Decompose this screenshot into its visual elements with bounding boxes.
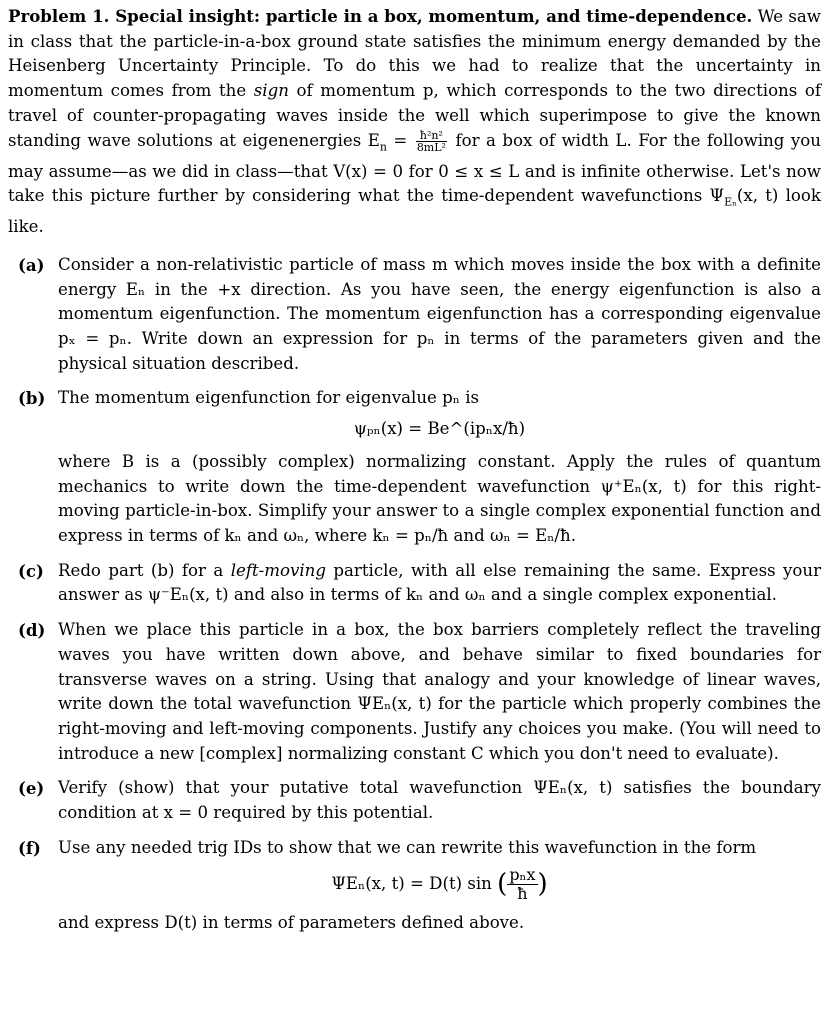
part-f-label: (f)	[18, 837, 41, 858]
intro-sign-emphasis: sign	[253, 81, 289, 101]
part-c-emphasis: left-moving	[230, 560, 326, 580]
wavefunction-sine-equation: ΨEₙ(x, t) = D(t) sin ( $\frac{\text{pₙx}}{ħ}$ )	[331, 865, 548, 904]
intro-text-4: (x, t) look like.	[8, 186, 821, 237]
part-f	[8, 836, 821, 936]
part-a-text: Consider a non-relativistic particle of mass m which moves inside the box with a definite energy Eₙ in the +x direction. As you have seen, the energy eigenfunction is also a momentum eigenfunction. The momentum eigenfunction has a corresponding eigenvalue pₓ = pₙ. Write down an expression for pₙ in terms of the parameters given and the physical situation described.	[58, 254, 821, 373]
equation-lhs: ΨEₙ(x, t) = D(t) sin	[331, 874, 492, 894]
part-f-text-1: Use any needed trig IDs to show that we can rewrite this wavefunction in the form	[58, 837, 757, 857]
part-e	[8, 776, 821, 825]
energy-fraction-denominator: 8mL²	[416, 140, 446, 154]
part-a	[8, 253, 821, 377]
energy-fraction-numerator: ħ²n²	[416, 130, 447, 142]
sine-argument-denominator: ħ	[517, 884, 528, 904]
part-c-label: (c)	[18, 560, 44, 581]
energy-fraction	[416, 130, 447, 153]
part-a-label: (a)	[18, 254, 45, 275]
part-d-label: (d)	[18, 620, 46, 641]
part-e-label: (e)	[18, 778, 45, 799]
part-c-text-2: particle, with all else remaining the same. Express your answer as ψ⁻Eₙ(x, t) and also in terms of kₙ and ωₙ and a single complex exponential.	[58, 560, 822, 605]
part-b-text-2: where B is a (possibly complex) normalizing constant. Apply the rules of quantum mechanics to write down the time-dependent wavefunction ψ⁺Eₙ(x, t) for this right-moving particle-in-box. Simplify your answer to a single complex exponential function and express in terms of kₙ and ωₙ, where kₙ = pₙ/ħ and ωₙ = Eₙ/ħ.	[58, 451, 821, 545]
intro-text-1: We saw in class that the particle-in-a-box ground state satisfies the minimum energy demanded by the Heisenberg Uncertainty Principle. To do this we had to realize that the uncertainty in momentum comes from the	[8, 7, 821, 101]
intro-text-3: for a box of width L. For the following you may assume—as we did in class—that V(x) = 0 for 0 ≤ x ≤ L and is infinite otherwise. Let's now take this picture further by considering what the time-dependent wavefunctions Ψ	[8, 130, 821, 206]
part-b-label: (b)	[18, 388, 46, 409]
part-b	[8, 386, 821, 548]
part-e-text: Verify (show) that your putative total wavefunction ΨEₙ(x, t) satisfies the boundary condition at x = 0 required by this potential.	[58, 778, 821, 823]
intro-energy-equals: =	[393, 130, 408, 150]
sine-argument-numerator: pₙx	[509, 865, 536, 885]
part-b-text-1: The momentum eigenfunction for eigenvalue pₙ is	[58, 388, 480, 408]
momentum-eigenfunction-equation: ψₚₙ(x) = Be^(ipₙx/ħ)	[353, 419, 526, 439]
part-c	[8, 559, 821, 608]
part-d	[8, 618, 821, 766]
part-d-text: When we place this particle in a box, the box barriers completely reflect the traveling waves you have written down above, and behave similar to fixed boundaries for transverse waves on a string. Using that analogy and your knowledge of linear waves, write down the total wavefunction ΨEₙ(x, t) for the particle which properly combines the right-moving and left-moving components. Justify any choices you make. (You will need to introduce a new [complex] normalizing constant C which you don't need to evaluate).	[58, 620, 821, 763]
problem-parts	[8, 253, 821, 936]
part-f-text-2: and express D(t) in terms of parameters defined above.	[58, 913, 525, 933]
part-c-text-1: Redo part (b) for a	[58, 560, 224, 580]
sine-argument-fraction	[507, 866, 537, 903]
part-c-text	[58, 559, 821, 608]
problem-intro: Problem 1. Special insight: particle in a box, momentum, and time-dependence. We saw in class that the particle-in-a-box ground state satisfies the minimum energy demanded by the Heisenberg Uncertainty Principle. To do this we had to realize that the uncertainty in momentum comes from the sign of momentum p, which corresponds to the two directions of travel of counter-propagating waves inside the well which superimpose to give the known standing wave solutions at eigenenergies $E_n$ = $\frac{\text{ħ²n²}}{\text{8mL²}}$ for a box of width L. For the following you may assume—as we did in class—that V(x) = 0 for 0 ≤ x ≤ L and is infinite otherwise. Let's now take this picture further by considering what the time-dependent wavefunctions $\Psi_{E_n}(x$, t) look like.	[8, 6, 821, 237]
intro-text-2: of momentum p, which corresponds to the two directions of travel of counter-propagating waves inside the well which superimpose to give the known standing wave solutions at eigenenergies E	[8, 81, 821, 150]
problem-title: Problem 1. Special insight: particle in a box, momentum, and time-dependence.	[8, 6, 753, 26]
